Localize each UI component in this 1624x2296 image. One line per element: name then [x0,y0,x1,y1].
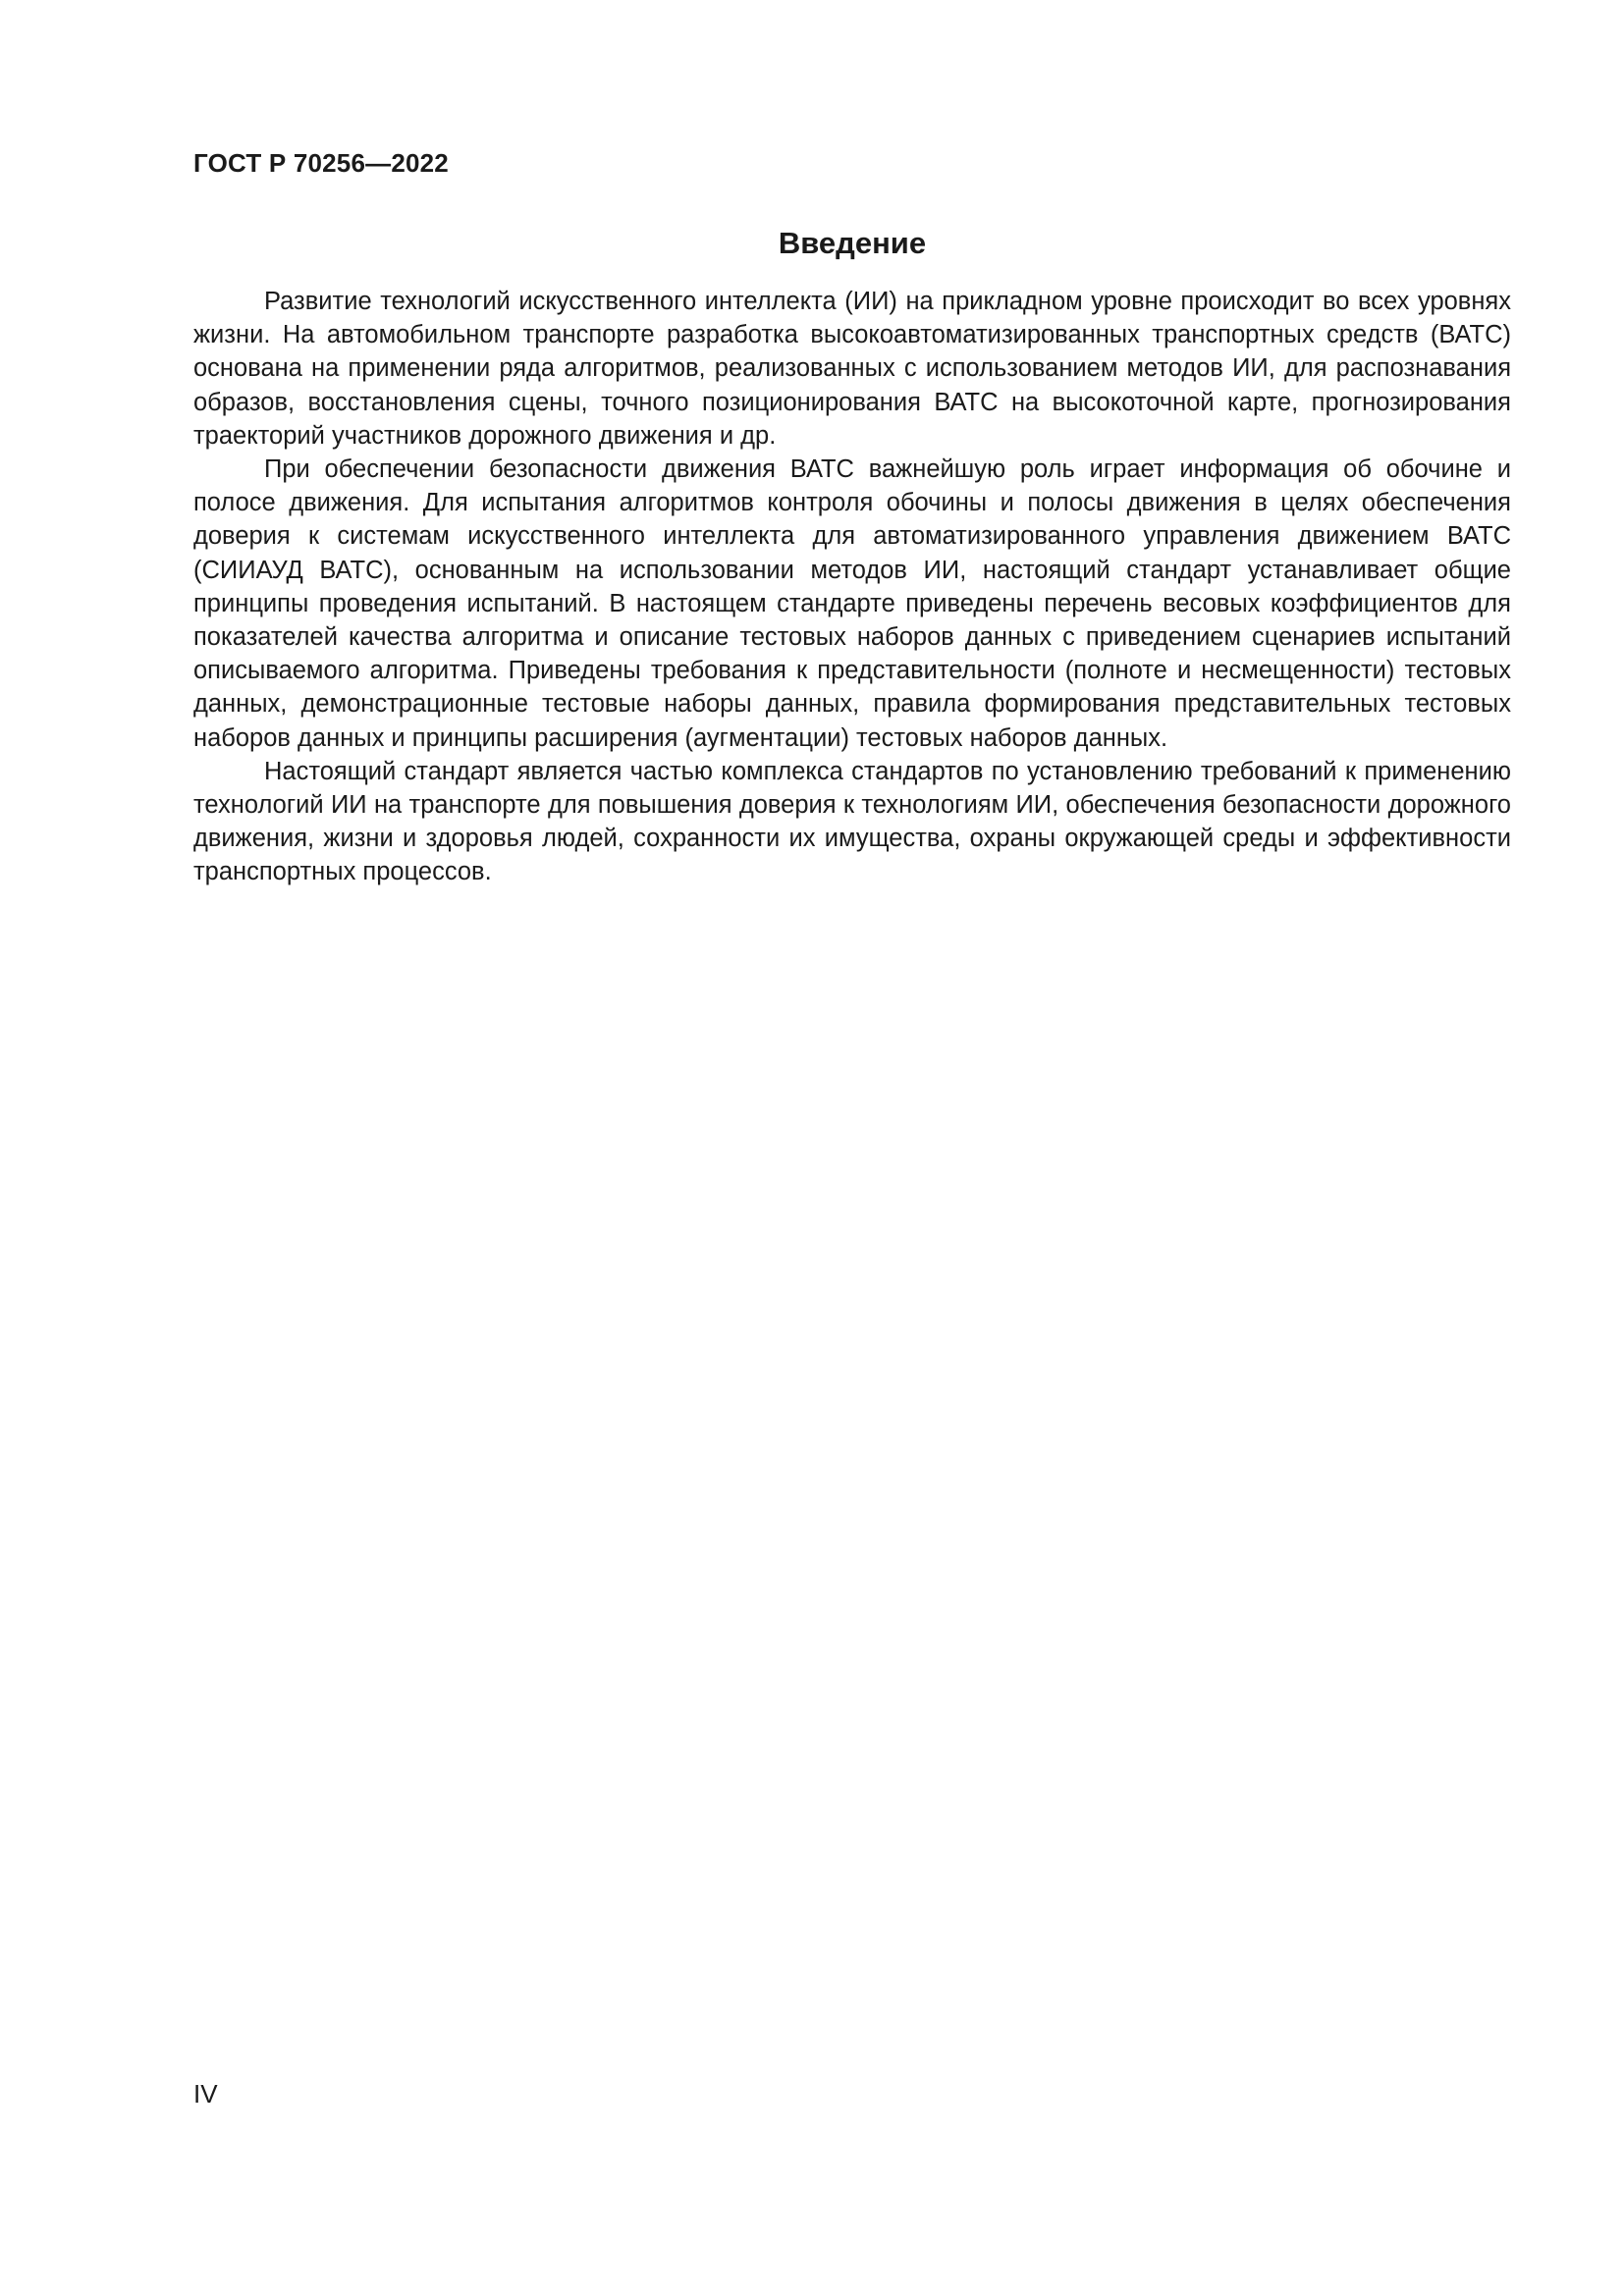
paragraph: При обеспечении безопасности движения ВАТС важнейшую роль играет информация об обочине и полосе движения. Для испытания алгоритмов контроля обочины и полосы движения в целях обеспечения доверия к системам искусственного интеллекта для автоматизированного управления движением ВАТС (СИИАУД ВАТС), основанным на использовании методов ИИ, настоящий стандарт устанавливает общие принципы проведения испытаний. В настоящем стандарте приведены перечень весовых коэффициентов для показателей качества алгоритма и описание тестовых наборов данных с приведением сценариев испытаний описываемого алгоритма. Приведены требования к представительности (полноте и несмещенности) тестовых данных, демонстрационные тестовые наборы данных, правила формирования представительных тестовых наборов данных и принципы расширения (аугментации) тестовых наборов данных. [193,455,1511,752]
body-text [193,285,1511,889]
section-title: Введение [778,226,927,260]
paragraph: Настоящий стандарт является частью комплекса стандартов по установлению требований к применению технологий ИИ на транспорте для повышения доверия к технологиям ИИ, обеспечения безопасности дорожного движения, жизни и здоровья людей, сохранности их имущества, охраны окружающей среды и эффективности транспортных процессов. [193,757,1511,886]
paragraph: Развитие технологий искусственного интеллекта (ИИ) на прикладном уровне происходит во всех уровнях жизни. На автомобильном транспорте разработка высокоавтоматизированных транспортных средств (ВАТС) основана на применении ряда алгоритмов, реализованных с использованием методов ИИ, для распознавания образов, восстановления сцены, точного позиционирования ВАТС на высокоточной карте, прогнозирования траекторий участников дорожного движения и др. [193,288,1511,450]
document-code: ГОСТ Р 70256—2022 [193,148,449,178]
page-number: IV [193,2079,218,2109]
